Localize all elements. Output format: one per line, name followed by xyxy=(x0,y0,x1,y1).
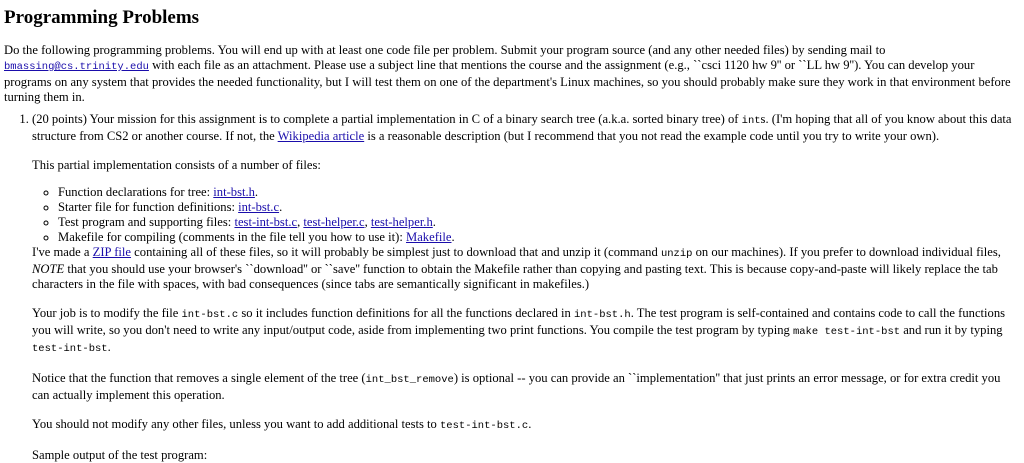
notice-text-1: Notice that the function that removes a single element of the tree ( xyxy=(32,371,366,385)
zip-file-link[interactable]: ZIP file xyxy=(92,245,132,259)
job-paragraph xyxy=(32,306,1020,357)
files-intro: This partial implementation consists of a number of files: xyxy=(32,158,321,172)
no-modify-paragraph xyxy=(32,417,1020,434)
problem-1 xyxy=(32,112,1020,463)
file-item-tests: ◦ Test program and supporting files: test-int-bst.c, test-helper.c, test-helper.h. xyxy=(58,215,1020,230)
int-bst-h-link[interactable]: int-bst.h xyxy=(213,185,255,199)
job-code-run: test-int-bst xyxy=(32,343,108,355)
notice-text-2: ) is optional -- you can provide an ``implementation'' that just prints an error message, or for extra credit you can actually implement this operation. xyxy=(32,371,1001,402)
intro-paragraph xyxy=(4,43,1020,105)
notice-code: int_bst_remove xyxy=(365,374,454,386)
unzip-code: unzip xyxy=(660,248,693,260)
job-text-5: . xyxy=(107,340,111,354)
test-int-bst-c-link[interactable]: test-int-bst.c xyxy=(234,215,298,229)
p1-text-3: is a reasonable description (but I recommend that you not read the example code until you try to write your own). xyxy=(364,129,940,143)
file-item-label: Makefile for compiling (comments in the file tell you how to use it): xyxy=(58,230,407,244)
problem-1-description xyxy=(32,112,1020,144)
zip-text-4: that you should use your browser's ``download'' or ``save'' function to obtain the Makefile rather than copying and pasting text. This is because copy-and-paste will likely replace the tab characters in the file with spaces, with bad consequences (since tabs are semantically significant in makefiles.) xyxy=(32,262,998,291)
p1-code-int: int xyxy=(741,115,761,127)
int-bst-c-link[interactable]: int-bst.c xyxy=(238,200,280,214)
file-item-makefile: ◦ Makefile for compiling (comments in the file tell you how to use it): Makefile. xyxy=(58,230,1020,245)
page-title: Programming Problems xyxy=(4,7,200,28)
job-code-make: make test-int-bst xyxy=(792,326,901,338)
job-code-int-bst-h: int-bst.h xyxy=(573,309,631,321)
job-code-int-bst-c: int-bst.c xyxy=(181,309,239,321)
nomod-text-2: . xyxy=(528,417,532,431)
job-text-2: so it includes function definitions for all the functions declared in xyxy=(238,306,574,320)
zip-paragraph xyxy=(32,245,1020,292)
wikipedia-link[interactable]: Wikipedia article xyxy=(277,129,365,143)
p1-text-2: s. (I'm hoping that all of you know about this data structure from CS2 or another course. If not, the xyxy=(32,112,1012,143)
intro-text-2: with each file as an attachment. Please use a subject line that mentions the course and the assignment (e.g., ``csci 1120 hw 9'' or ``LL hw 9''). You can develop your programs on any system that provides the needed functionality, but I will test them on one of the department's Linux machines, so you should probably make sure they work in that environment before turning them in. xyxy=(4,58,1011,104)
nomod-text-1: You should not modify any other files, unless you want to add additional tests to xyxy=(32,417,440,431)
job-text-1: Your job is to modify the file xyxy=(32,306,182,320)
file-item-label: Starter file for function definitions: xyxy=(58,200,239,214)
test-helper-h-link[interactable]: test-helper.h xyxy=(370,215,433,229)
sample-output-heading: Sample output of the test program: xyxy=(32,448,208,462)
zip-text-2: containing all of these files, so it will probably be simplest just to download that and unzip it (command xyxy=(131,245,661,259)
job-text-3: . The test program is self-contained and contains code to call the functions you will write, so you don't need to write any input/output code, aside from implementing two print functions. You compile the test program by typing xyxy=(32,306,1006,337)
test-helper-c-link[interactable]: test-helper.c xyxy=(303,215,365,229)
notice-paragraph xyxy=(32,371,1020,403)
job-text-4: and run it by typing xyxy=(900,323,1003,337)
zip-text-3: on our machines). If you prefer to download individual files, xyxy=(692,245,1001,259)
p1-text-1: (20 points) Your mission for this assignment is to complete a partial implementation in C of a binary search tree (a.k.a. sorted binary tree) of xyxy=(32,112,742,126)
intro-text-1: Do the following programming problems. You will end up with at least one code file per problem. Submit your program source (and any other needed files) by sending mail to xyxy=(4,43,886,57)
file-item-starter: ◦ Starter file for function definitions: int-bst.c. xyxy=(58,200,1020,215)
problem-list xyxy=(4,112,1020,463)
zip-text-1: I've made a xyxy=(32,245,93,259)
file-list xyxy=(32,185,1020,245)
file-item-label: Function declarations for tree: xyxy=(58,185,214,199)
file-item-label: Test program and supporting files: xyxy=(58,215,235,229)
file-item-header: ◦ Function declarations for tree: int-bst.h. xyxy=(58,185,1020,200)
nomod-code: test-int-bst.c xyxy=(440,420,529,432)
email-link[interactable]: bmassing@cs.trinity.edu xyxy=(4,61,149,73)
note-emphasis: NOTE xyxy=(32,262,65,276)
makefile-link[interactable]: Makefile xyxy=(406,230,452,244)
